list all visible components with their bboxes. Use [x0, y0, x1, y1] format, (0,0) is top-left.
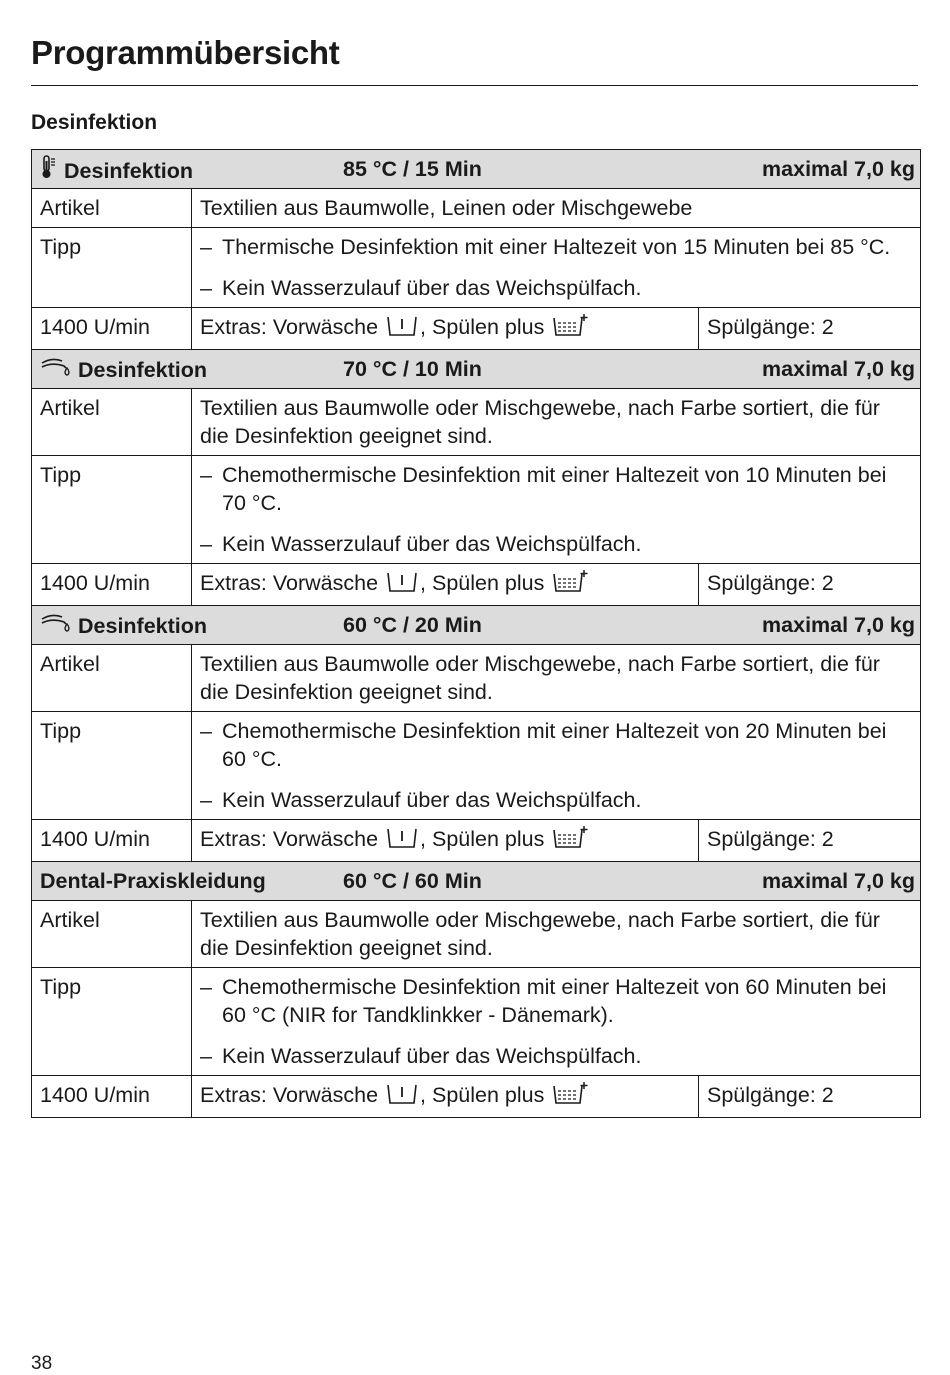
- extras-middle: , Spülen plus: [420, 571, 545, 595]
- rinse-count: Spülgänge: 2: [699, 1076, 921, 1118]
- extras-prefix: Extras: Vorwäsche: [200, 571, 379, 595]
- page-title: Programmübersicht: [31, 34, 340, 71]
- prewash-tub-icon: [386, 315, 418, 344]
- spin-row: [32, 820, 921, 862]
- program-header-row: [32, 350, 921, 389]
- tipp-row: [32, 712, 921, 820]
- spin-speed: 1400 U/min: [32, 1076, 192, 1118]
- prewash-tub-icon: [386, 827, 418, 856]
- spin-row: [32, 1076, 921, 1118]
- tipp-content: [192, 456, 921, 564]
- prewash-tub-icon: [386, 571, 418, 600]
- artikel-text: Textilien aus Baumwolle oder Mischgewebe, nach Farbe sortiert, die für die Desinfektion geeignet sind.: [192, 645, 921, 712]
- tip-item: [200, 461, 912, 517]
- artikel-row: [32, 901, 921, 968]
- rinse-count: Spülgänge: 2: [699, 308, 921, 350]
- artikel-label: Artikel: [32, 189, 192, 228]
- artikel-label: Artikel: [32, 645, 192, 712]
- title-rule: [31, 85, 918, 86]
- program-max-load: maximal 7,0 kg: [762, 157, 916, 181]
- tip-item: [200, 1042, 912, 1070]
- tipp-content: [192, 712, 921, 820]
- extras-middle: , Spülen plus: [420, 1083, 545, 1107]
- tipp-label: Tipp: [32, 968, 192, 1076]
- tipp-content: [192, 968, 921, 1076]
- rinse-plus-tub-icon: [552, 1081, 588, 1112]
- tip-item: [200, 274, 912, 302]
- tipp-row: [32, 228, 921, 308]
- artikel-row: [32, 389, 921, 456]
- program-temp-time: 60 °C / 60 Min: [343, 869, 482, 893]
- program-name: Dental-Praxiskleidung: [40, 869, 266, 893]
- artikel-text: Textilien aus Baumwolle oder Mischgewebe, nach Farbe sortiert, die für die Desinfektion geeignet sind.: [192, 901, 921, 968]
- extras-cell: [192, 308, 699, 350]
- extras-cell: [192, 564, 699, 606]
- spin-speed: 1400 U/min: [32, 308, 192, 350]
- program-temp-time: 85 °C / 15 Min: [343, 157, 482, 181]
- chemical-dosing-icon: [40, 355, 72, 384]
- tip-text: Kein Wasserzulauf über das Weichspülfach.: [222, 1044, 642, 1068]
- rinse-plus-tub-icon: [552, 569, 588, 600]
- tip-dash: –: [200, 975, 212, 999]
- page-number: 38: [31, 1353, 53, 1374]
- rinse-count: Spülgänge: 2: [699, 564, 921, 606]
- program-name-cell: [40, 355, 207, 384]
- tip-text: Thermische Desinfektion mit einer Haltezeit von 15 Minuten bei 85 °C.: [222, 235, 891, 259]
- artikel-text: Textilien aus Baumwolle, Leinen oder Mischgewebe: [192, 189, 921, 228]
- rinse-plus-tub-icon: [552, 313, 588, 344]
- tip-item: [200, 233, 912, 261]
- program-name-cell: [40, 155, 193, 186]
- program-name: Desinfektion: [64, 158, 194, 183]
- tipp-row: [32, 456, 921, 564]
- artikel-row: [32, 189, 921, 228]
- prewash-tub-icon: [386, 1083, 418, 1112]
- thermometer-icon: [40, 155, 58, 186]
- tip-text: Kein Wasserzulauf über das Weichspülfach.: [222, 788, 642, 812]
- program-table: [31, 149, 921, 1118]
- tip-dash: –: [200, 235, 212, 259]
- extras-cell: [192, 820, 699, 862]
- chemical-dosing-icon: [40, 611, 72, 640]
- extras-middle: , Spülen plus: [420, 315, 545, 339]
- tip-dash: –: [200, 463, 212, 487]
- program-name-cell: [40, 611, 207, 640]
- program-name: Desinfektion: [78, 357, 208, 382]
- tip-dash: –: [200, 276, 212, 300]
- program-header-row: [32, 606, 921, 645]
- tip-item: [200, 973, 912, 1029]
- tip-dash: –: [200, 1044, 212, 1068]
- tip-item: [200, 717, 912, 773]
- tipp-label: Tipp: [32, 712, 192, 820]
- tip-text: Chemothermische Desinfektion mit einer Haltezeit von 20 Minuten bei 60 °C.: [222, 719, 887, 771]
- tipp-row: [32, 968, 921, 1076]
- tipp-label: Tipp: [32, 456, 192, 564]
- program-header-row: [32, 150, 921, 189]
- tip-text: Chemothermische Desinfektion mit einer Haltezeit von 60 Minuten bei 60 °C (NIR for Tandklinkker - Dänemark).: [222, 975, 887, 1027]
- rinse-plus-tub-icon: [552, 825, 588, 856]
- tipp-label: Tipp: [32, 228, 192, 308]
- extras-cell: [192, 1076, 699, 1118]
- extras-prefix: Extras: Vorwäsche: [200, 315, 379, 339]
- tip-item: [200, 786, 912, 814]
- spin-speed: 1400 U/min: [32, 564, 192, 606]
- tip-dash: –: [200, 788, 212, 812]
- spin-speed: 1400 U/min: [32, 820, 192, 862]
- tip-text: Kein Wasserzulauf über das Weichspülfach.: [222, 532, 642, 556]
- tip-item: [200, 530, 912, 558]
- extras-prefix: Extras: Vorwäsche: [200, 827, 379, 851]
- spin-row: [32, 564, 921, 606]
- extras-middle: , Spülen plus: [420, 827, 545, 851]
- artikel-row: [32, 645, 921, 712]
- tip-text: Kein Wasserzulauf über das Weichspülfach.: [222, 276, 642, 300]
- artikel-label: Artikel: [32, 901, 192, 968]
- program-header-row: [32, 862, 921, 901]
- program-temp-time: 70 °C / 10 Min: [343, 357, 482, 381]
- program-temp-time: 60 °C / 20 Min: [343, 613, 482, 637]
- spin-row: [32, 308, 921, 350]
- tip-text: Chemothermische Desinfektion mit einer Haltezeit von 10 Minuten bei 70 °C.: [222, 463, 887, 515]
- section-heading: Desinfektion: [31, 111, 158, 134]
- rinse-count: Spülgänge: 2: [699, 820, 921, 862]
- program-max-load: maximal 7,0 kg: [762, 869, 916, 893]
- program-name: Desinfektion: [78, 613, 208, 638]
- artikel-text: Textilien aus Baumwolle oder Mischgewebe, nach Farbe sortiert, die für die Desinfektion geeignet sind.: [192, 389, 921, 456]
- tip-dash: –: [200, 532, 212, 556]
- artikel-label: Artikel: [32, 389, 192, 456]
- program-name-cell: [40, 867, 266, 895]
- program-max-load: maximal 7,0 kg: [762, 613, 916, 637]
- program-table-body: [32, 150, 921, 1118]
- tipp-content: [192, 228, 921, 308]
- extras-prefix: Extras: Vorwäsche: [200, 1083, 379, 1107]
- tip-dash: –: [200, 719, 212, 743]
- program-max-load: maximal 7,0 kg: [762, 357, 916, 381]
